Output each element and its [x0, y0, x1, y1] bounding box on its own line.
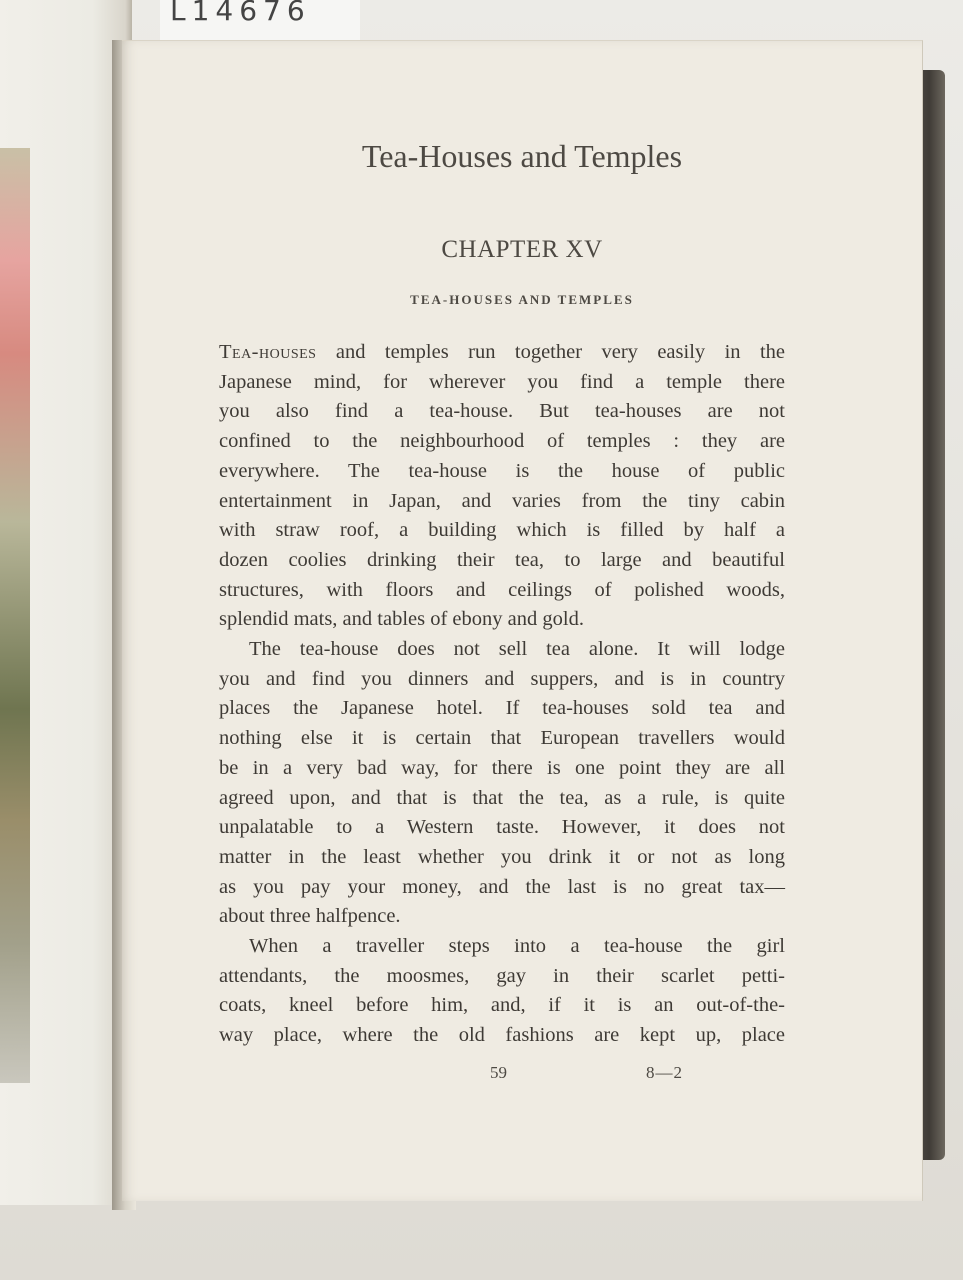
text-line: confined to the neighbourhood of temples : they are — [219, 430, 785, 453]
text-line: structures, with floors and ceilings of polished woods, — [219, 578, 785, 601]
text-line: matter in the least whether you drink it or not as long — [219, 845, 785, 868]
text-line: The tea-house does not sell tea alone. It will lodge — [249, 638, 785, 661]
text-line: agreed upon, and that is that the tea, as a rule, is quite — [219, 786, 785, 809]
text-line: be in a very bad way, for there is one point they are all — [219, 756, 785, 779]
text-line: coats, kneel before him, and, if it is an out-of-the- — [219, 994, 785, 1017]
lead-in: Tea-houses — [219, 341, 317, 363]
text-line: as you pay your money, and the last is no great tax— — [219, 875, 785, 898]
text-line: Tea-houses and temples run together very easily in the — [219, 341, 785, 363]
text-line: everywhere. The tea-house is the house of public — [219, 459, 785, 482]
text-line: entertainment in Japan, and varies from the tiny cabin — [219, 489, 785, 512]
chapter-heading: CHAPTER XV — [441, 236, 603, 263]
body-text — [219, 338, 785, 1051]
page-number: 59 — [490, 1063, 507, 1082]
text-line: you and find you dinners and suppers, and is in country — [219, 667, 785, 690]
color-plate-illustration — [0, 148, 30, 1083]
text-line: way place, where the old fashions are kept up, place — [219, 1024, 785, 1047]
text-line: splendid mats, and tables of ebony and gold. — [219, 608, 584, 631]
text-line: nothing else it is certain that European travellers would — [219, 727, 785, 750]
chapter-subtitle: TEA-HOUSES AND TEMPLES — [410, 292, 634, 307]
text-line: places the Japanese hotel. If tea-houses sold tea and — [219, 697, 785, 720]
catalog-label: L14676 — [160, 0, 360, 41]
signature-mark: 8—2 — [646, 1063, 683, 1082]
text-line: Japanese mind, for wherever you find a temple there — [219, 370, 785, 393]
book-page — [122, 40, 923, 1201]
text-line: with straw roof, a building which is filled by half a — [219, 519, 785, 542]
running-head: Tea-Houses and Temples — [361, 138, 683, 174]
text-line: attendants, the moosmes, gay in their scarlet petti- — [219, 964, 785, 987]
text-line: unpalatable to a Western taste. However, it does not — [219, 816, 785, 839]
text-line: When a traveller steps into a tea-house the girl — [249, 935, 785, 958]
text-line: dozen coolies drinking their tea, to large and beautiful — [219, 548, 785, 571]
text-line: about three halfpence. — [219, 905, 401, 928]
text-line: you also find a tea-house. But tea-houses are not — [219, 400, 785, 423]
